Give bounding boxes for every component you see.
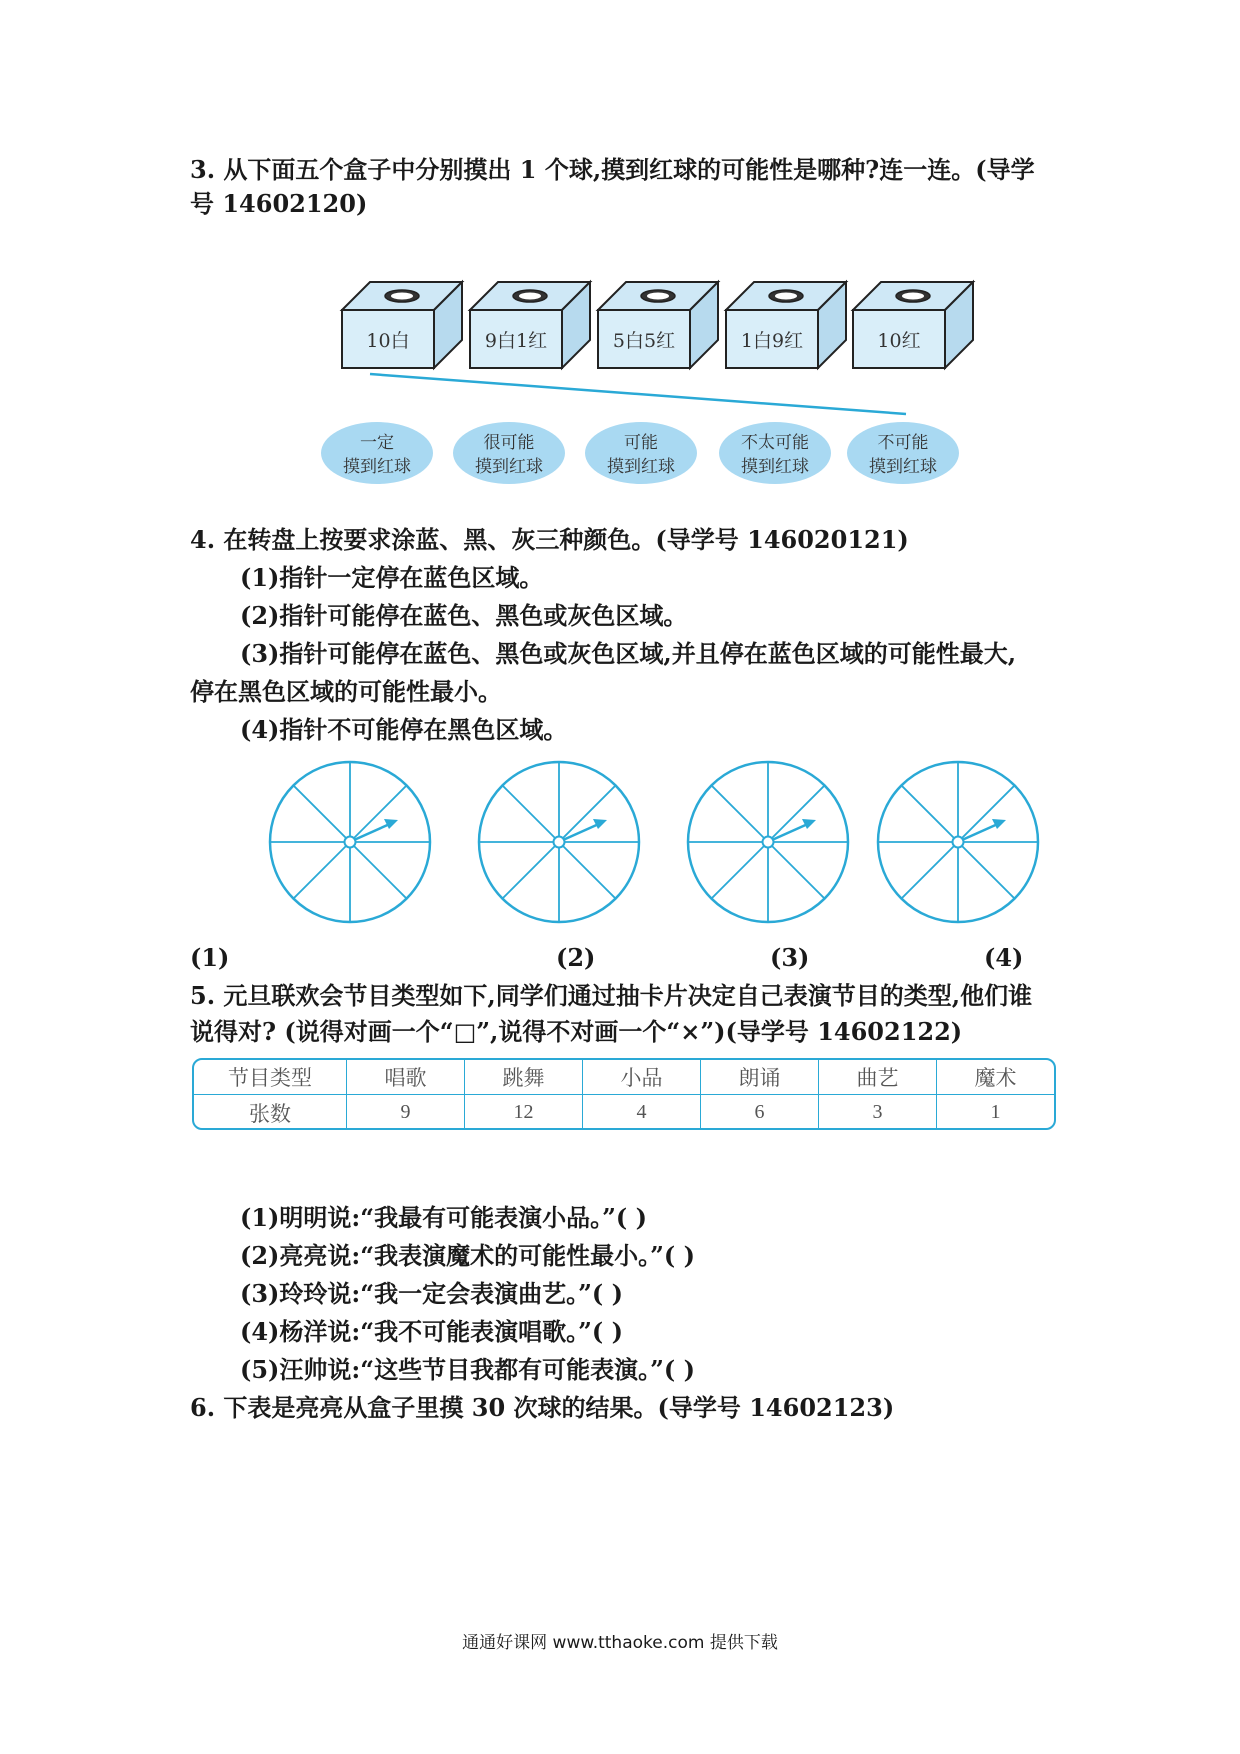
q5-table — [192, 1058, 1056, 1130]
q4-item-2: (2)指针可能停在蓝色、黑色或灰色区域。 — [240, 601, 688, 630]
q3-line1: 3. 从下面五个盒子中分别摸出 1 个球,摸到红球的可能性是哪种?连一连。(导学 — [190, 155, 1035, 184]
table-value-cell: 9 — [346, 1095, 464, 1130]
spinner-1[interactable] — [270, 762, 430, 922]
table-header-cell: 跳舞 — [464, 1060, 582, 1095]
q6-title: 6. 下表是亮亮从盒子里摸 30 次球的结果。(导学号 14602123) — [190, 1393, 895, 1422]
spinner-label-1: (1) — [190, 943, 230, 972]
oval-text: 不可能 — [877, 433, 929, 453]
table-header-label: 节目类型 — [194, 1060, 346, 1095]
spinner-4[interactable] — [878, 762, 1038, 922]
spinner-label-4: (4) — [984, 943, 1024, 972]
q5-statement-4: (4)杨洋说:“我不可能表演唱歌。”( ) — [240, 1317, 623, 1346]
q5-line1: 5. 元旦联欢会节目类型如下,同学们通过抽卡片决定自己表演节目的类型,他们谁 — [190, 981, 1033, 1010]
box-label: 9白1红 — [484, 330, 548, 352]
oval-text: 不太可能 — [741, 433, 809, 453]
table-value-cell: 12 — [464, 1095, 582, 1130]
q5-line2: 说得对? (说得对画一个“□”,说得不对画一个“×”)(导学号 14602122) — [190, 1017, 963, 1046]
q5-statement-5: (5)汪帅说:“这些节目我都有可能表演。”( ) — [240, 1355, 695, 1384]
q4-item-1: (1)指针一定停在蓝色区域。 — [240, 563, 544, 592]
oval-text: 摸到红球 — [475, 457, 543, 477]
table-header-cell: 曲艺 — [818, 1060, 936, 1095]
table-value-cell: 6 — [700, 1095, 818, 1130]
q4-item-4: (4)指针不可能停在黑色区域。 — [240, 715, 568, 744]
oval-text: 摸到红球 — [607, 457, 675, 477]
q4-item-3-cont: 停在黑色区域的可能性最小。 — [190, 677, 502, 706]
box-label: 10白 — [366, 330, 410, 352]
table-row-label: 张数 — [249, 1101, 291, 1126]
footer-source: 通通好课网 www.tthaoke.com 提供下载 — [462, 1633, 778, 1653]
table-header-cell: 唱歌 — [346, 1060, 464, 1095]
table-header-cell: 朗诵 — [700, 1060, 818, 1095]
oval-text: 一定 — [360, 433, 394, 453]
spinner-3[interactable] — [688, 762, 848, 922]
table-value-cell: 3 — [818, 1095, 936, 1130]
box-label: 10红 — [877, 330, 921, 352]
spinner-2[interactable] — [479, 762, 639, 922]
q4-title: 4. 在转盘上按要求涂蓝、黑、灰三种颜色。(导学号 146020121) — [190, 525, 909, 554]
q5-statement-3: (3)玲玲说:“我一定会表演曲艺。”( ) — [240, 1279, 623, 1308]
table-header-cell: 小品 — [582, 1060, 700, 1095]
table-value-cell: 4 — [582, 1095, 700, 1130]
box-label: 1白9红 — [740, 330, 804, 352]
q5-statement-2: (2)亮亮说:“我表演魔术的可能性最小。”( ) — [240, 1241, 695, 1270]
spinner-label-2: (2) — [556, 943, 596, 972]
oval-text: 摸到红球 — [343, 457, 411, 477]
table-header-cell: 魔术 — [936, 1060, 1054, 1095]
q4-item-3: (3)指针可能停在蓝色、黑色或灰色区域,并且停在蓝色区域的可能性最大, — [240, 639, 1017, 668]
box-label: 5白5红 — [612, 330, 676, 352]
oval-text: 可能 — [624, 433, 658, 453]
oval-text: 摸到红球 — [869, 457, 937, 477]
q5-statement-1: (1)明明说:“我最有可能表演小品。”( ) — [240, 1203, 647, 1232]
oval-text: 很可能 — [483, 433, 535, 453]
spinner-label-3: (3) — [770, 943, 810, 972]
q3-line2: 号 14602120) — [190, 189, 368, 218]
table-value-cell: 1 — [936, 1095, 1054, 1130]
oval-text: 摸到红球 — [741, 457, 809, 477]
